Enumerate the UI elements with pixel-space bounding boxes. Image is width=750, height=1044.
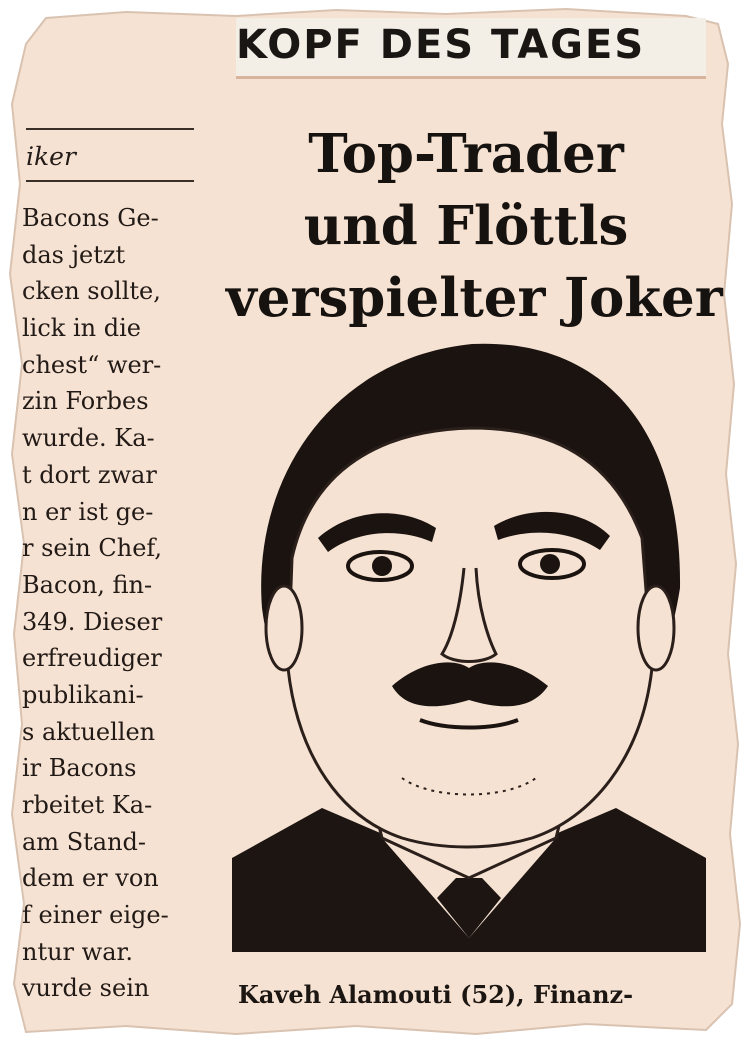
column-rule-bottom [26,180,194,182]
column-line: am Stand- [22,827,147,856]
column-line: Bacon, fin- [22,570,153,599]
column-line: 349. Dieser [22,607,163,636]
column-kicker: iker [26,142,76,171]
column-line: ir Bacons [22,754,137,783]
column-line: erfreudiger [22,644,162,673]
headline-line: verspielter Joker [226,267,723,329]
column-line: cken sollte, [22,277,161,306]
portrait-illustration [232,338,706,952]
column-line: Bacons Ge- [22,204,159,232]
column-line: publikani- [22,680,144,709]
headline-line: Top-Trader [308,123,624,185]
column-line: chest“ wer- [22,350,162,379]
column-line: f einer eige- [22,901,169,930]
column-line: dem er von [22,864,159,893]
column-rule-top [26,128,194,130]
column-line: wurde. Ka- [22,424,155,453]
column-line: rbeitet Ka- [22,791,153,819]
left-column-text [22,200,200,1007]
headline-line: und Flöttls [303,195,629,257]
column-line: t dort zwar [22,460,157,489]
section-title: KOPF DES TAGES [236,22,646,68]
article-headline [226,118,723,334]
portrait-photo [232,338,706,952]
column-line: s aktuellen [22,717,156,746]
photo-caption: Kaveh Alamouti (52), Finanz- [238,980,634,1009]
column-line: ntur war. [22,937,133,966]
column-line: zin Forbes [22,387,149,416]
column-line: n er ist ge- [22,497,154,526]
column-line: vurde sein [22,974,150,1003]
column-line: das jetzt [22,240,126,269]
column-line: lick in die [22,314,141,343]
column-line: r sein Chef, [22,534,163,563]
